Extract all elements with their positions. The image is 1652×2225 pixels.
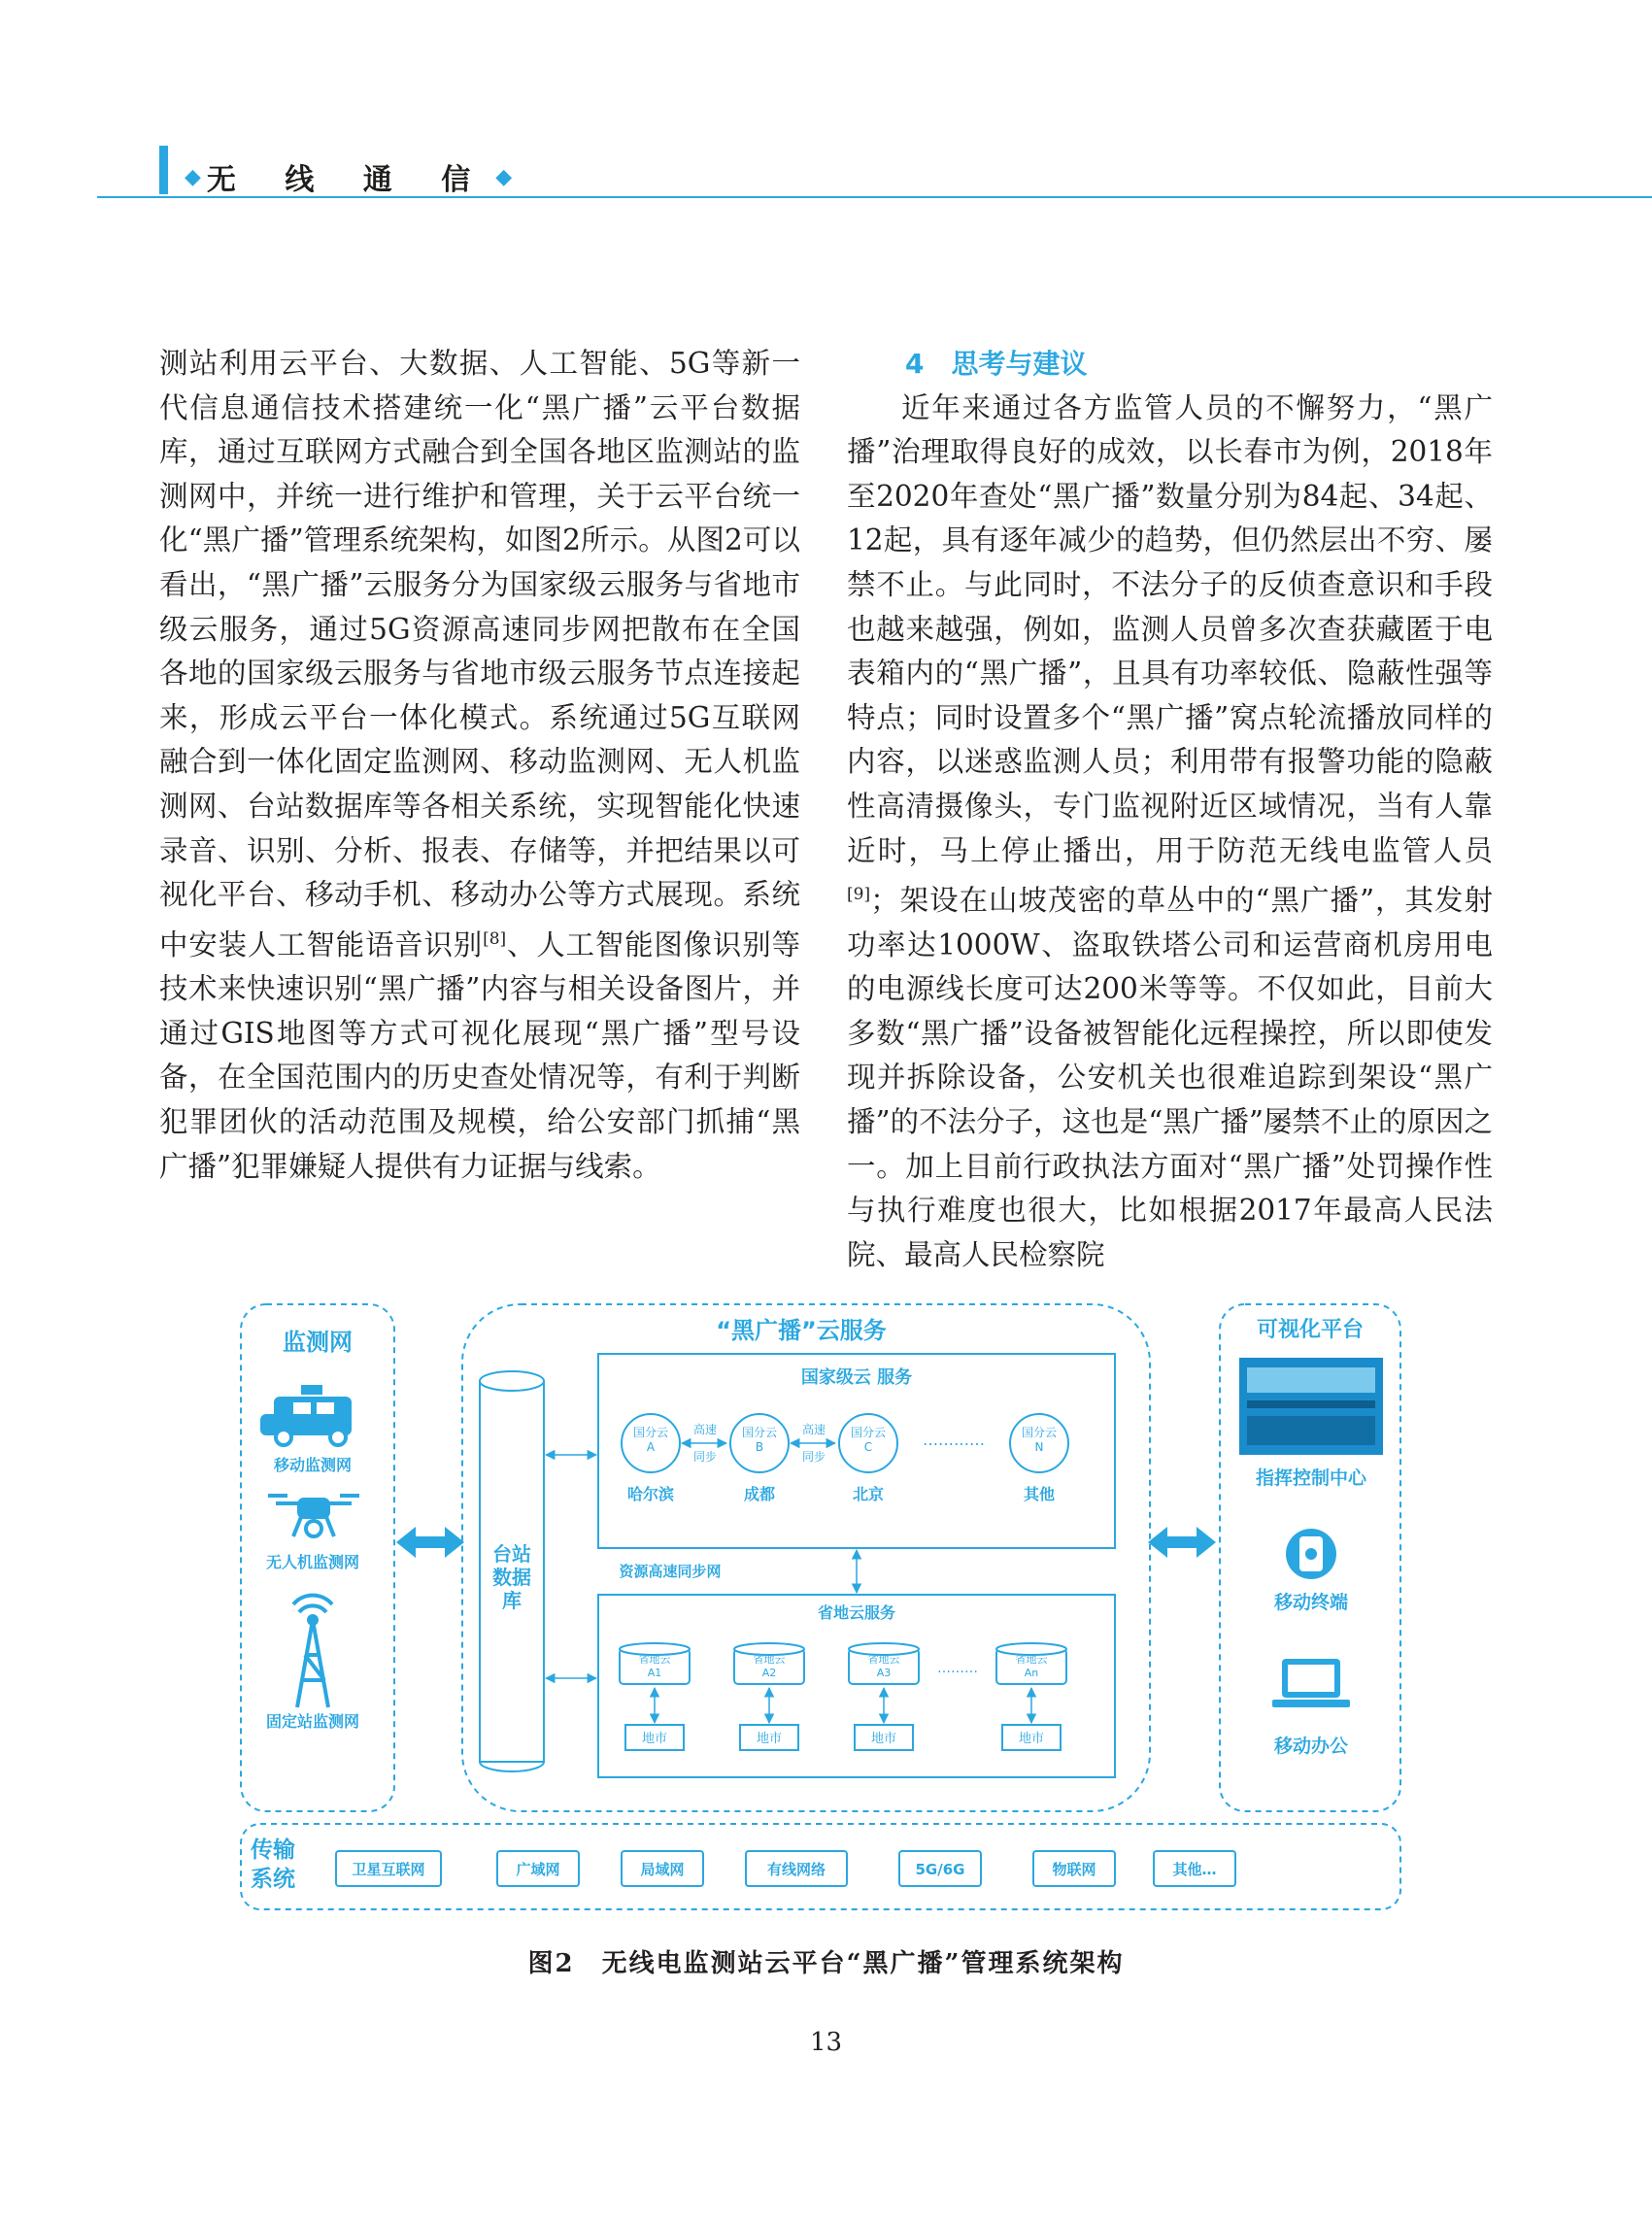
node-label: 国分云N <box>1022 1426 1058 1454</box>
ellipsis: ……… <box>937 1661 978 1676</box>
transport-item: 有线网络 <box>766 1861 826 1878</box>
city-label: 地市 <box>641 1732 668 1746</box>
db-links <box>546 1455 596 1678</box>
node-city: 北京 <box>852 1485 885 1503</box>
national-cloud-title: 国家级云 服务 <box>800 1367 913 1388</box>
citation: [9] <box>847 885 871 905</box>
transport-item: 广域网 <box>516 1861 560 1878</box>
journal-title: 无 线 通 信 <box>206 163 490 197</box>
diamond-icon: ◆ <box>185 164 201 189</box>
drone-icon <box>268 1496 359 1536</box>
vis-item-label: 移动终端 <box>1273 1592 1349 1613</box>
tower-icon <box>293 1596 332 1707</box>
page-number: 13 <box>809 2028 843 2057</box>
transport-item: 卫星互联网 <box>352 1861 425 1878</box>
monitor-item-label: 固定站监测网 <box>265 1712 360 1731</box>
vis-item-label: 指挥控制中心 <box>1255 1467 1367 1489</box>
right-column <box>847 342 1493 1277</box>
city-boxes <box>625 1725 1061 1750</box>
double-arrow-right <box>1148 1527 1216 1558</box>
node-city: 成都 <box>743 1485 776 1503</box>
double-arrow-left <box>396 1527 464 1558</box>
link-label: 同步 <box>692 1450 718 1464</box>
paragraph: 近年来通过各方监管人员的不懈努力，“黑广播”治理取得良好的成效，以长春市为例，2018年至2020年查处“黑广播”数量分别为84起、34起、12起，具有逐年减少的趋势，但仍然层出不穷、屡禁不止。与此同时，不法分子的反侦查意识和手段也越来越强，例如，监测人员曾多次查获藏匿于电表箱内的“黑广播”，且具有功率较低、隐蔽性强等特点；同时设置多个“黑广播”窝点轮流播放同样的内容，以迷惑监测人员；利用带有报警功能的隐蔽性高清摄像头，专门监视附近区域情况，当有人靠近时，马上停止播出，用于防范无线电监管人员[9]；架设在山坡茂密的草丛中的“黑广播”，其发射功率达1000W、盗取铁塔公司和运营商机房用电的电源线长度可达200米等等。不仅如此，目前大多数“黑广播”设备被智能化远程操控，所以即使发现并拆除设备，公安机关也很难追踪到架设“黑广播”的不法分子，这也是“黑广播”屡禁不止的原因之一。加上目前行政执法方面对“黑广播”处罚操作性与执行难度也很大，比如根据2017年最高人民法院、最高人民检察院 <box>847 390 1493 1271</box>
link-label: 同步 <box>801 1450 826 1464</box>
monitor-net-title: 监测网 <box>283 1329 353 1356</box>
paragraph: 测站利用云平台、大数据、人工智能、5G等新一代信息通信技术搭建统一化“黑广播”云平台数据库，通过互联网方式融合到全国各地区监测站的监测网中，并统一进行维护和管理，关于云平台统一化“黑广播”管理系统架构，如图2所示。从图2可以看出，“黑广播”云服务分为国家级云服务与省地市级云服务，通过5G资源高速同步网把散布在全国各地的国家级云服务与省地市级云服务节点连接起来，形成云平台一体化模式。系统通过5G互联网融合到一体化固定监测网、移动监测网、无人机监测网、台站数据库等各相关系统，实现智能化快速录音、识别、分析、报表、存储等，并把结果以可视化平台、移动手机、移动办公等方式展现。系统中安装人工智能语音识别[8]、人工智能图像识别等技术来快速识别“黑广播”内容与相关设备图片，并通过GIS地图等方式可视化展现“黑广播”型号设备，在全国范围内的历史查处情况等，有利于判断犯罪团伙的活动范围及规模，给公安部门抓捕“黑广播”犯罪嫌疑人提供有力证据与线索。 <box>159 347 800 1183</box>
node-city: 其他 <box>1023 1485 1056 1503</box>
node-city: 哈尔滨 <box>626 1485 675 1503</box>
cloud-service-title: “黑广播”云服务 <box>716 1317 887 1344</box>
transport-item: 5G/6G <box>915 1861 965 1878</box>
link-label: 高速 <box>692 1423 718 1436</box>
provincial-node-label: 省地云A2 <box>753 1653 786 1679</box>
control-center-image <box>1239 1358 1383 1455</box>
provincial-node-label: 省地云A1 <box>638 1653 671 1679</box>
transport-item: 其他… <box>1172 1861 1217 1878</box>
link-label: 高速 <box>801 1423 826 1436</box>
transport-item: 物联网 <box>1052 1861 1096 1878</box>
mobile-terminal-icon <box>1286 1529 1336 1579</box>
figure-caption: 图2 无线电监测站云平台“黑广播”管理系统架构 <box>527 1949 1125 1978</box>
vis-title: 可视化平台 <box>1256 1318 1365 1342</box>
city-label: 地市 <box>1018 1732 1045 1746</box>
provincial-node-label: 省地云A3 <box>867 1653 900 1679</box>
node-label: 国分云A <box>633 1426 669 1454</box>
journal-header <box>179 155 518 198</box>
monitor-item-label: 无人机监测网 <box>265 1553 360 1571</box>
architecture-figure <box>233 1299 1408 1921</box>
section-heading: 4 思考与建议 <box>905 348 1088 380</box>
citation: [8] <box>483 928 507 949</box>
transport-item: 局域网 <box>640 1861 685 1878</box>
left-column <box>159 342 800 1189</box>
node-label: 国分云C <box>851 1426 887 1454</box>
transport-title: 传输系统 <box>251 1837 295 1892</box>
city-label: 地市 <box>756 1732 783 1746</box>
node-label: 国分云B <box>742 1426 778 1454</box>
ellipsis: ………… <box>923 1431 985 1449</box>
sync-net-label: 资源高速同步网 <box>619 1563 722 1580</box>
laptop-icon <box>1272 1659 1350 1707</box>
provincial-node-label: 省地云An <box>1015 1653 1048 1679</box>
vis-item-label: 移动办公 <box>1273 1736 1349 1757</box>
station-database-label: 台站数据库 <box>492 1542 531 1610</box>
van-icon <box>260 1385 352 1445</box>
provincial-cloud-title: 省地云服务 <box>817 1603 896 1622</box>
architecture-diagram <box>233 1299 1408 1921</box>
diamond-icon: ◆ <box>495 164 513 189</box>
city-label: 地市 <box>870 1732 897 1746</box>
header-accent-bar <box>159 146 168 194</box>
city-links <box>655 1688 1031 1723</box>
monitor-item-label: 移动监测网 <box>273 1456 353 1474</box>
